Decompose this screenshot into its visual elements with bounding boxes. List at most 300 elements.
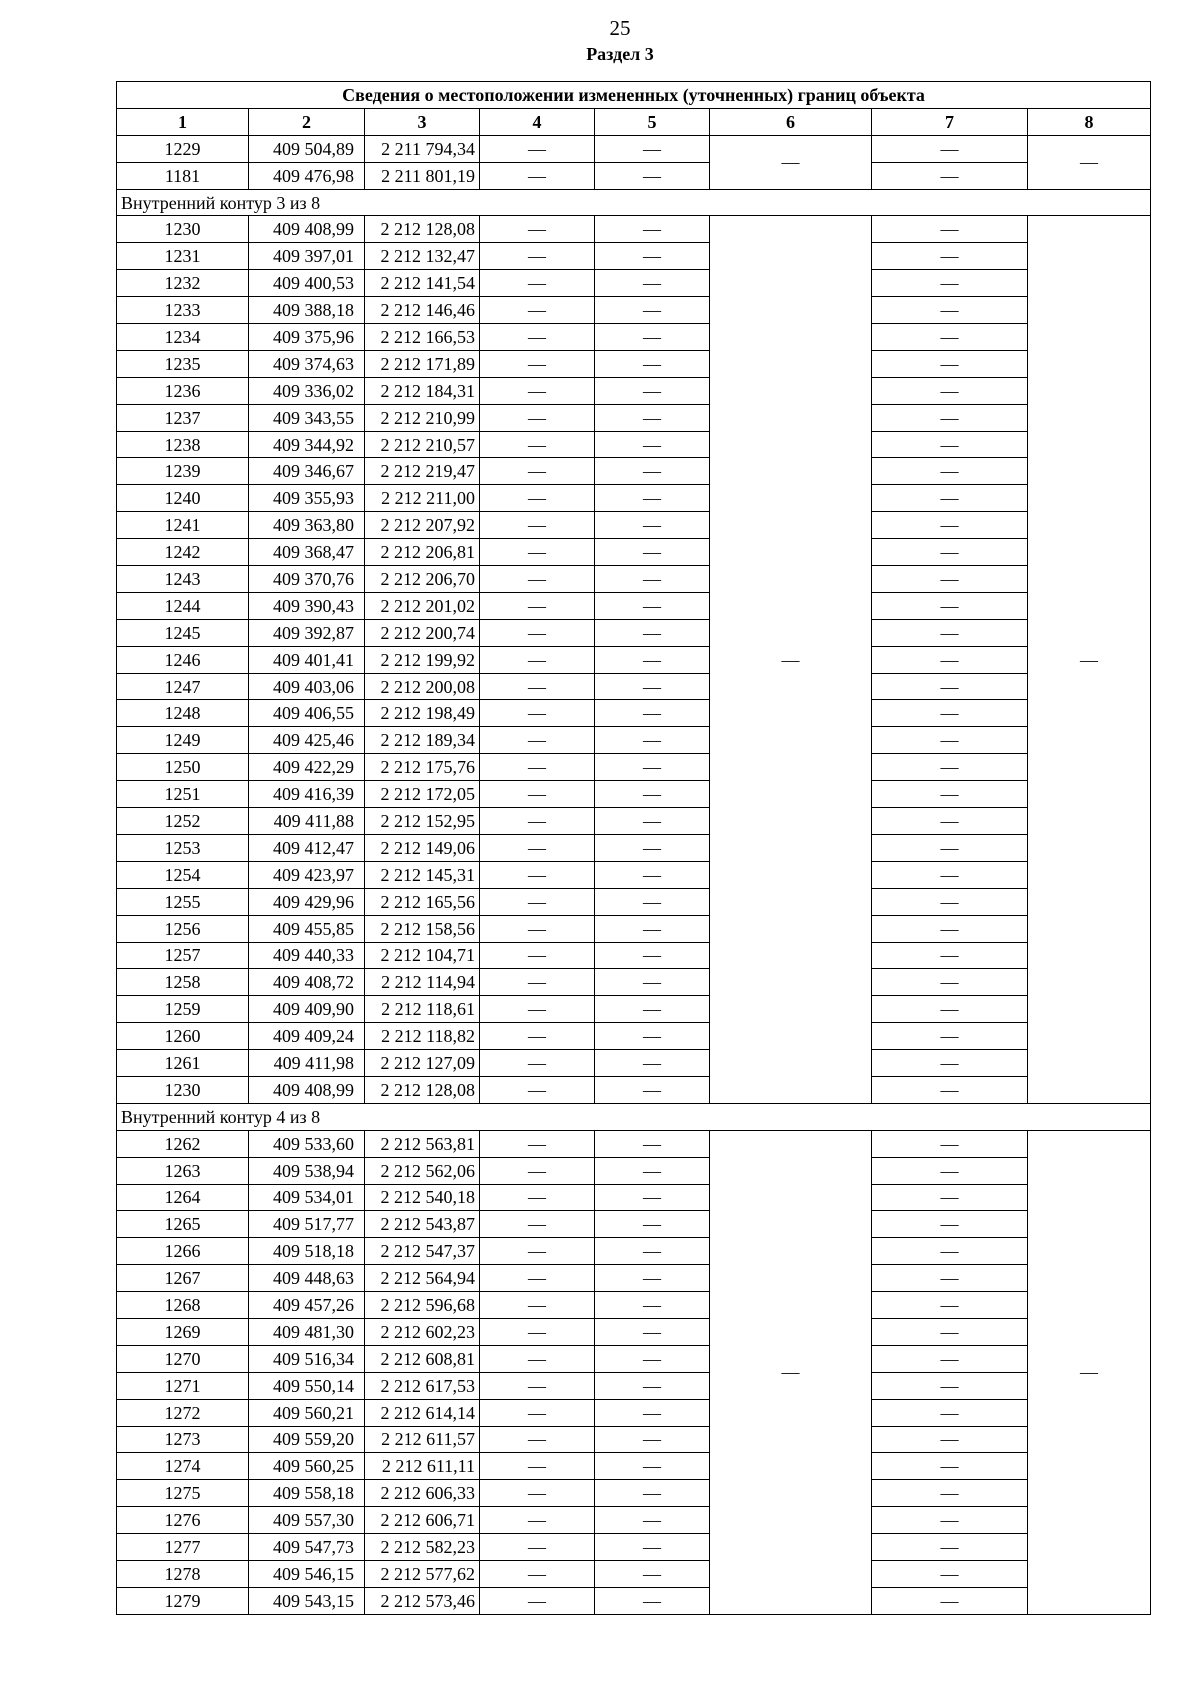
column-5-value: — xyxy=(595,324,710,351)
coordinate-y: 2 212 547,37 xyxy=(365,1238,480,1265)
point-number: 1233 xyxy=(117,297,249,324)
coordinate-y: 2 212 127,09 xyxy=(365,1050,480,1077)
table-row xyxy=(117,646,1151,673)
contour-label: Внутренний контур 3 из 8 xyxy=(117,189,1151,216)
coordinate-x: 409 363,80 xyxy=(249,512,365,539)
column-4-value: — xyxy=(480,969,595,996)
column-5-value: — xyxy=(595,781,710,808)
coordinate-x: 409 336,02 xyxy=(249,377,365,404)
column-7-value: — xyxy=(872,888,1028,915)
point-number: 1244 xyxy=(117,592,249,619)
column-5-value: — xyxy=(595,539,710,566)
table-row xyxy=(117,1507,1151,1534)
point-number: 1252 xyxy=(117,808,249,835)
column-4-value: — xyxy=(480,700,595,727)
column-6-value: — xyxy=(710,216,872,1103)
column-number-3: 3 xyxy=(365,108,480,135)
column-5-value: — xyxy=(595,1587,710,1614)
point-number: 1268 xyxy=(117,1292,249,1319)
column-7-value: — xyxy=(872,700,1028,727)
table-row xyxy=(117,1023,1151,1050)
table-row xyxy=(117,377,1151,404)
column-5-value: — xyxy=(595,1130,710,1157)
coordinate-y: 2 212 114,94 xyxy=(365,969,480,996)
column-7-value: — xyxy=(872,243,1028,270)
column-5-value: — xyxy=(595,1238,710,1265)
column-5-value: — xyxy=(595,619,710,646)
coordinate-y: 2 212 175,76 xyxy=(365,754,480,781)
contour-header-row xyxy=(117,1103,1151,1130)
point-number: 1234 xyxy=(117,324,249,351)
column-4-value: — xyxy=(480,915,595,942)
column-5-value: — xyxy=(595,1211,710,1238)
point-number: 1232 xyxy=(117,270,249,297)
table-row xyxy=(117,1211,1151,1238)
column-7-value: — xyxy=(872,619,1028,646)
table-row xyxy=(117,1587,1151,1614)
column-5-value: — xyxy=(595,1426,710,1453)
coordinate-y: 2 212 219,47 xyxy=(365,458,480,485)
column-5-value: — xyxy=(595,431,710,458)
point-number: 1270 xyxy=(117,1345,249,1372)
column-5-value: — xyxy=(595,861,710,888)
coordinate-y: 2 212 210,57 xyxy=(365,431,480,458)
column-4-value: — xyxy=(480,243,595,270)
table-row xyxy=(117,700,1151,727)
table-row xyxy=(117,1265,1151,1292)
column-7-value: — xyxy=(872,996,1028,1023)
column-4-value: — xyxy=(480,297,595,324)
column-5-value: — xyxy=(595,996,710,1023)
table-row xyxy=(117,781,1151,808)
coordinate-y: 2 212 171,89 xyxy=(365,350,480,377)
table-row xyxy=(117,270,1151,297)
column-7-value: — xyxy=(872,861,1028,888)
table-row xyxy=(117,539,1151,566)
point-number: 1271 xyxy=(117,1372,249,1399)
point-number: 1263 xyxy=(117,1157,249,1184)
table-row xyxy=(117,754,1151,781)
point-number: 1269 xyxy=(117,1318,249,1345)
column-5-value: — xyxy=(595,1399,710,1426)
column-7-value: — xyxy=(872,485,1028,512)
column-4-value: — xyxy=(480,1023,595,1050)
column-5-value: — xyxy=(595,243,710,270)
coordinate-x: 409 448,63 xyxy=(249,1265,365,1292)
point-number: 1257 xyxy=(117,942,249,969)
table-row xyxy=(117,592,1151,619)
coordinate-y: 2 212 158,56 xyxy=(365,915,480,942)
point-number: 1247 xyxy=(117,673,249,700)
column-7-value: — xyxy=(872,512,1028,539)
column-7-value: — xyxy=(872,1023,1028,1050)
column-5-value: — xyxy=(595,1372,710,1399)
column-7-value: — xyxy=(872,297,1028,324)
coordinate-y: 2 212 199,92 xyxy=(365,646,480,673)
column-4-value: — xyxy=(480,431,595,458)
column-7-value: — xyxy=(872,377,1028,404)
coordinate-y: 2 212 540,18 xyxy=(365,1184,480,1211)
column-5-value: — xyxy=(595,350,710,377)
coordinate-x: 409 518,18 xyxy=(249,1238,365,1265)
point-number: 1272 xyxy=(117,1399,249,1426)
point-number: 1266 xyxy=(117,1238,249,1265)
column-5-value: — xyxy=(595,969,710,996)
column-7-value: — xyxy=(872,1453,1028,1480)
column-4-value: — xyxy=(480,754,595,781)
column-4-value: — xyxy=(480,1560,595,1587)
column-4-value: — xyxy=(480,1238,595,1265)
coordinate-x: 409 392,87 xyxy=(249,619,365,646)
point-number: 1242 xyxy=(117,539,249,566)
table-row xyxy=(117,619,1151,646)
table-row xyxy=(117,135,1151,162)
column-4-value: — xyxy=(480,404,595,431)
coordinate-x: 409 543,15 xyxy=(249,1587,365,1614)
column-5-value: — xyxy=(595,377,710,404)
coordinate-y: 2 212 184,31 xyxy=(365,377,480,404)
point-number: 1260 xyxy=(117,1023,249,1050)
table-row xyxy=(117,216,1151,243)
column-7-value: — xyxy=(872,1399,1028,1426)
coordinate-y: 2 212 172,05 xyxy=(365,781,480,808)
coordinate-y: 2 212 606,71 xyxy=(365,1507,480,1534)
contour-header-row xyxy=(117,189,1151,216)
column-5-value: — xyxy=(595,1560,710,1587)
coordinate-y: 2 212 573,46 xyxy=(365,1587,480,1614)
coordinate-x: 409 457,26 xyxy=(249,1292,365,1319)
coordinate-y: 2 212 118,61 xyxy=(365,996,480,1023)
point-number: 1275 xyxy=(117,1480,249,1507)
coordinate-y: 2 212 104,71 xyxy=(365,942,480,969)
column-5-value: — xyxy=(595,1076,710,1103)
column-7-value: — xyxy=(872,1318,1028,1345)
point-number: 1265 xyxy=(117,1211,249,1238)
column-7-value: — xyxy=(872,216,1028,243)
coordinate-y: 2 212 207,92 xyxy=(365,512,480,539)
point-number: 1236 xyxy=(117,377,249,404)
coordinate-x: 409 429,96 xyxy=(249,888,365,915)
column-5-value: — xyxy=(595,135,710,162)
coordinate-x: 409 408,99 xyxy=(249,216,365,243)
point-number: 1249 xyxy=(117,727,249,754)
column-7-value: — xyxy=(872,1372,1028,1399)
point-number: 1267 xyxy=(117,1265,249,1292)
column-4-value: — xyxy=(480,216,595,243)
point-number: 1248 xyxy=(117,700,249,727)
table-row xyxy=(117,431,1151,458)
coordinate-x: 409 546,15 xyxy=(249,1560,365,1587)
column-4-value: — xyxy=(480,808,595,835)
coordinate-y: 2 212 614,14 xyxy=(365,1399,480,1426)
column-5-value: — xyxy=(595,1345,710,1372)
column-4-value: — xyxy=(480,1292,595,1319)
column-numbers-row xyxy=(117,108,1151,135)
table-row xyxy=(117,861,1151,888)
column-5-value: — xyxy=(595,834,710,861)
coordinate-y: 2 212 608,81 xyxy=(365,1345,480,1372)
coordinate-x: 409 374,63 xyxy=(249,350,365,377)
column-4-value: — xyxy=(480,324,595,351)
column-4-value: — xyxy=(480,512,595,539)
column-4-value: — xyxy=(480,350,595,377)
column-4-value: — xyxy=(480,135,595,162)
point-number: 1246 xyxy=(117,646,249,673)
coordinate-y: 2 212 200,08 xyxy=(365,673,480,700)
column-4-value: — xyxy=(480,1184,595,1211)
table-row xyxy=(117,969,1151,996)
column-7-value: — xyxy=(872,1507,1028,1534)
coordinate-y: 2 212 210,99 xyxy=(365,404,480,431)
column-number-8: 8 xyxy=(1028,108,1151,135)
column-4-value: — xyxy=(480,942,595,969)
point-number: 1262 xyxy=(117,1130,249,1157)
coordinate-x: 409 346,67 xyxy=(249,458,365,485)
column-4-value: — xyxy=(480,834,595,861)
coordinate-y: 2 212 128,08 xyxy=(365,216,480,243)
coordinate-y: 2 212 198,49 xyxy=(365,700,480,727)
column-5-value: — xyxy=(595,1023,710,1050)
point-number: 1229 xyxy=(117,135,249,162)
point-number: 1276 xyxy=(117,1507,249,1534)
column-5-value: — xyxy=(595,1265,710,1292)
coordinate-x: 409 516,34 xyxy=(249,1345,365,1372)
coordinate-y: 2 212 152,95 xyxy=(365,808,480,835)
coordinate-x: 409 517,77 xyxy=(249,1211,365,1238)
coordinate-x: 409 411,88 xyxy=(249,808,365,835)
column-5-value: — xyxy=(595,512,710,539)
column-5-value: — xyxy=(595,592,710,619)
column-7-value: — xyxy=(872,431,1028,458)
point-number: 1264 xyxy=(117,1184,249,1211)
point-number: 1237 xyxy=(117,404,249,431)
column-5-value: — xyxy=(595,485,710,512)
column-number-7: 7 xyxy=(872,108,1028,135)
coordinate-x: 409 455,85 xyxy=(249,915,365,942)
column-4-value: — xyxy=(480,996,595,1023)
table-row xyxy=(117,404,1151,431)
coordinate-y: 2 212 165,56 xyxy=(365,888,480,915)
coordinate-x: 409 401,41 xyxy=(249,646,365,673)
column-5-value: — xyxy=(595,754,710,781)
table-row xyxy=(117,834,1151,861)
coordinate-y: 2 212 611,57 xyxy=(365,1426,480,1453)
coordinate-y: 2 212 563,81 xyxy=(365,1130,480,1157)
coordinate-x: 409 476,98 xyxy=(249,162,365,189)
coordinate-x: 409 368,47 xyxy=(249,539,365,566)
column-5-value: — xyxy=(595,1318,710,1345)
point-number: 1259 xyxy=(117,996,249,1023)
coordinate-x: 409 406,55 xyxy=(249,700,365,727)
coordinate-y: 2 212 189,34 xyxy=(365,727,480,754)
coordinate-y: 2 212 141,54 xyxy=(365,270,480,297)
table-row xyxy=(117,1184,1151,1211)
column-7-value: — xyxy=(872,673,1028,700)
table-row xyxy=(117,1453,1151,1480)
point-number: 1253 xyxy=(117,834,249,861)
table-row xyxy=(117,942,1151,969)
table-row xyxy=(117,1238,1151,1265)
coordinate-y: 2 212 543,87 xyxy=(365,1211,480,1238)
table-row xyxy=(117,350,1151,377)
coordinate-x: 409 534,01 xyxy=(249,1184,365,1211)
column-4-value: — xyxy=(480,1130,595,1157)
coordinate-y: 2 212 602,23 xyxy=(365,1318,480,1345)
column-5-value: — xyxy=(595,1157,710,1184)
column-5-value: — xyxy=(595,888,710,915)
column-7-value: — xyxy=(872,1480,1028,1507)
column-4-value: — xyxy=(480,1318,595,1345)
point-number: 1238 xyxy=(117,431,249,458)
coordinate-y: 2 212 611,11 xyxy=(365,1453,480,1480)
column-7-value: — xyxy=(872,135,1028,162)
coordinate-x: 409 390,43 xyxy=(249,592,365,619)
point-number: 1274 xyxy=(117,1453,249,1480)
point-number: 1240 xyxy=(117,485,249,512)
column-8-value: — xyxy=(1028,1130,1151,1614)
column-4-value: — xyxy=(480,1507,595,1534)
coordinate-y: 2 212 582,23 xyxy=(365,1534,480,1561)
column-4-value: — xyxy=(480,485,595,512)
coordinate-x: 409 411,98 xyxy=(249,1050,365,1077)
column-7-value: — xyxy=(872,969,1028,996)
table-row xyxy=(117,1050,1151,1077)
column-5-value: — xyxy=(595,1050,710,1077)
column-7-value: — xyxy=(872,1130,1028,1157)
point-number: 1251 xyxy=(117,781,249,808)
coordinates-table xyxy=(116,81,1151,1615)
point-number: 1235 xyxy=(117,350,249,377)
coordinate-x: 409 408,99 xyxy=(249,1076,365,1103)
column-7-value: — xyxy=(872,781,1028,808)
column-4-value: — xyxy=(480,1426,595,1453)
column-4-value: — xyxy=(480,1076,595,1103)
table-row xyxy=(117,1560,1151,1587)
table-row xyxy=(117,1157,1151,1184)
coordinate-y: 2 212 206,81 xyxy=(365,539,480,566)
table-row xyxy=(117,162,1151,189)
column-7-value: — xyxy=(872,834,1028,861)
column-7-value: — xyxy=(872,1211,1028,1238)
column-7-value: — xyxy=(872,404,1028,431)
point-number: 1181 xyxy=(117,162,249,189)
point-number: 1230 xyxy=(117,1076,249,1103)
column-4-value: — xyxy=(480,270,595,297)
coordinate-y: 2 212 146,46 xyxy=(365,297,480,324)
column-4-value: — xyxy=(480,727,595,754)
coordinate-y: 2 211 801,19 xyxy=(365,162,480,189)
column-number-5: 5 xyxy=(595,108,710,135)
point-number: 1258 xyxy=(117,969,249,996)
column-8-value: — xyxy=(1028,135,1151,189)
column-4-value: — xyxy=(480,1399,595,1426)
coordinate-y: 2 212 211,00 xyxy=(365,485,480,512)
column-number-1: 1 xyxy=(117,108,249,135)
coordinate-y: 2 212 149,06 xyxy=(365,834,480,861)
table-row xyxy=(117,888,1151,915)
table-row xyxy=(117,485,1151,512)
column-5-value: — xyxy=(595,915,710,942)
column-5-value: — xyxy=(595,808,710,835)
column-5-value: — xyxy=(595,727,710,754)
coordinate-y: 2 212 562,06 xyxy=(365,1157,480,1184)
point-number: 1231 xyxy=(117,243,249,270)
coordinate-x: 409 422,29 xyxy=(249,754,365,781)
column-number-2: 2 xyxy=(249,108,365,135)
column-7-value: — xyxy=(872,539,1028,566)
coordinate-y: 2 212 201,02 xyxy=(365,592,480,619)
point-number: 1255 xyxy=(117,888,249,915)
point-number: 1243 xyxy=(117,566,249,593)
column-7-value: — xyxy=(872,324,1028,351)
coordinate-x: 409 558,18 xyxy=(249,1480,365,1507)
point-number: 1279 xyxy=(117,1587,249,1614)
coordinate-x: 409 481,30 xyxy=(249,1318,365,1345)
column-8-value: — xyxy=(1028,216,1151,1103)
table-row xyxy=(117,727,1151,754)
table-row xyxy=(117,297,1151,324)
table-row xyxy=(117,1130,1151,1157)
column-6-value: — xyxy=(710,135,872,189)
coordinate-y: 2 212 132,47 xyxy=(365,243,480,270)
coordinate-x: 409 412,47 xyxy=(249,834,365,861)
point-number: 1256 xyxy=(117,915,249,942)
column-4-value: — xyxy=(480,458,595,485)
column-4-value: — xyxy=(480,1265,595,1292)
column-4-value: — xyxy=(480,1157,595,1184)
column-5-value: — xyxy=(595,1292,710,1319)
column-5-value: — xyxy=(595,1480,710,1507)
column-4-value: — xyxy=(480,1345,595,1372)
column-4-value: — xyxy=(480,646,595,673)
point-number: 1239 xyxy=(117,458,249,485)
point-number: 1241 xyxy=(117,512,249,539)
table-row xyxy=(117,915,1151,942)
coordinate-y: 2 212 145,31 xyxy=(365,861,480,888)
coordinate-x: 409 559,20 xyxy=(249,1426,365,1453)
table-row xyxy=(117,1399,1151,1426)
column-7-value: — xyxy=(872,1426,1028,1453)
coordinate-x: 409 425,46 xyxy=(249,727,365,754)
coordinate-x: 409 416,39 xyxy=(249,781,365,808)
column-5-value: — xyxy=(595,1184,710,1211)
column-7-value: — xyxy=(872,1238,1028,1265)
coordinate-x: 409 409,24 xyxy=(249,1023,365,1050)
coordinate-x: 409 355,93 xyxy=(249,485,365,512)
point-number: 1277 xyxy=(117,1534,249,1561)
point-number: 1250 xyxy=(117,754,249,781)
coordinate-x: 409 533,60 xyxy=(249,1130,365,1157)
coordinate-x: 409 388,18 xyxy=(249,297,365,324)
coordinate-x: 409 547,73 xyxy=(249,1534,365,1561)
coordinate-x: 409 409,90 xyxy=(249,996,365,1023)
column-4-value: — xyxy=(480,592,595,619)
column-7-value: — xyxy=(872,808,1028,835)
column-4-value: — xyxy=(480,781,595,808)
table-row xyxy=(117,243,1151,270)
coordinate-y: 2 212 606,33 xyxy=(365,1480,480,1507)
column-5-value: — xyxy=(595,566,710,593)
column-5-value: — xyxy=(595,673,710,700)
table-row xyxy=(117,1372,1151,1399)
column-7-value: — xyxy=(872,1157,1028,1184)
table-row xyxy=(117,1292,1151,1319)
point-number: 1278 xyxy=(117,1560,249,1587)
coordinate-y: 2 212 118,82 xyxy=(365,1023,480,1050)
column-7-value: — xyxy=(872,566,1028,593)
coordinate-x: 409 343,55 xyxy=(249,404,365,431)
coordinate-x: 409 370,76 xyxy=(249,566,365,593)
